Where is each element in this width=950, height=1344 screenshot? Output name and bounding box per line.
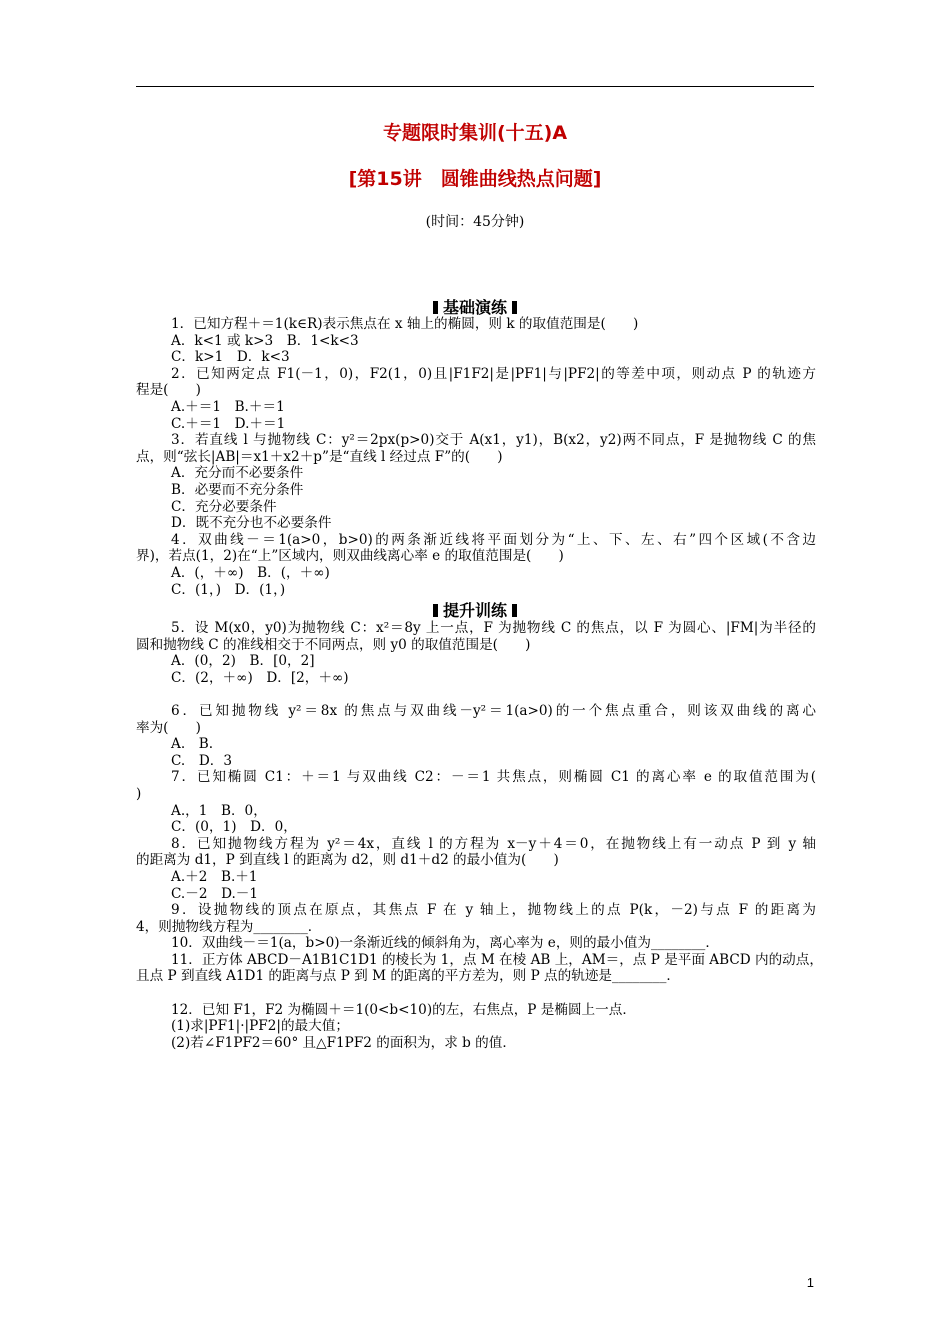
text-line: 1．已知方程＋＝1(k∈R)表示焦点在 x 轴上的椭圆，则 k 的取值范围是( ) [171, 316, 639, 332]
text-line: 的距离为 d1，P 到直线 l 的距离为 d2，则 d1＋d2 的最小值为( ) [136, 852, 559, 869]
text-line: A.＋＝1 B.＋＝1 [171, 398, 285, 415]
text-line: C．(0，1) D．0， [171, 819, 297, 836]
questions-basic [136, 316, 816, 598]
section-heading-basic [0, 298, 950, 318]
text-line: 2．已知两定点 F1(－1，0)，F2(1，0)且|F1F2|是|PF1|与|PF2|的等差中项，则动点 P 的轨迹方 [171, 365, 816, 382]
doc-title: 专题限时集训(十五)A [382, 122, 568, 144]
questions-advanced [136, 620, 823, 1051]
text-line: A．(，＋∞) B．(，＋∞) [171, 564, 330, 581]
text-line: 5．设 M(x0，y0)为抛物线 C：x²＝8y 上一点，F 为抛物线 C 的焦点，以 F 为圆心、|FM|为半径的 [171, 620, 816, 636]
text-line: C.＋＝1 D.＋＝1 [171, 415, 286, 432]
text-line: C．(2，＋∞) D．[2，＋∞) [171, 669, 349, 686]
text-line [136, 985, 816, 1002]
text-line: B．必要而不充分条件 [171, 481, 304, 498]
section-bar-icon [512, 604, 517, 617]
text-line: A.＋2 B.＋1 [171, 868, 258, 885]
text-line: A.，1 B．0， [171, 802, 267, 819]
text-line: C．k>1 D．k<3 [171, 349, 290, 366]
text-line: ) [136, 785, 142, 802]
text-line: A．k<1 或 k>3 B．1<k<3 [171, 332, 359, 349]
section-bar-icon [512, 301, 517, 314]
text-line: 点，则“弦长|AB|＝x1＋x2＋p”是“直线 l 经过点 F”的( ) [136, 448, 503, 465]
time-note: (时间：45分钟) [425, 214, 525, 230]
text-line: A．(0，2) B．[0，2] [171, 653, 315, 670]
text-line: (2)若∠F1PF2＝60° 且△F1PF2 的面积为，求 b 的值． [171, 1034, 516, 1051]
text-line: A. B. [171, 736, 214, 753]
header-rule [136, 86, 814, 87]
text-line: 3．若直线 l 与抛物线 C：y²＝2px(p>0)交于 A(x1，y1)，B(x2，y2)两不同点，F 是抛物线 C 的焦 [171, 432, 816, 449]
text-line [136, 686, 816, 703]
section-title: 提升训练 [442, 601, 507, 620]
text-line: 7．已知椭圆 C1：＋＝1 与双曲线 C2：－＝1 共焦点，则椭圆 C1 的离心率 e 的取值范围为( [171, 769, 816, 786]
text-line: C．(1，) D．(1，) [171, 581, 286, 598]
text-line: 8．已知抛物线方程为 y²＝4x，直线 l 的方程为 x－y＋4＝0，在抛物线上有一动点 P 到 y 轴 [171, 835, 816, 852]
page-number: 1 [806, 1275, 814, 1290]
text-line: C．充分必要条件 [171, 498, 277, 515]
text-line: (1)求|PF1|·|PF2|的最大值； [171, 1018, 349, 1035]
text-line: 程是( ) [136, 382, 201, 399]
text-line: A．充分而不必要条件 [171, 465, 304, 482]
section-bar-icon [433, 301, 438, 314]
text-line: D．既不充分也不必要条件 [171, 515, 332, 532]
section-title: 基础演练 [442, 298, 507, 317]
text-line: 9．设抛物线的顶点在原点，其焦点 F 在 y 轴上，抛物线上的点 P(k，－2)与点 F 的距离为 [171, 902, 816, 919]
text-line: 12．已知 F1，F2 为椭圆＋＝1(0<b<10)的左，右焦点，P 是椭圆上一点． [171, 1001, 636, 1018]
doc-subtitle: [第15讲 圆锥曲线热点问题] [348, 168, 602, 190]
section-bar-icon [433, 604, 438, 617]
text-line: 6．已知抛物线 y²＝8x 的焦点与双曲线－y²＝1(a>0)的一个焦点重合，则该双曲线的离心 [171, 702, 816, 719]
text-line: 11．正方体 ABCD－A1B1C1D1 的棱长为 1，点 M 在棱 AB 上，AM＝，点 P 是平面 ABCD 内的动点， [171, 951, 823, 968]
text-line: 率为( ) [136, 719, 201, 736]
text-line: 圆和抛物线 C 的准线相交于不同两点，则 y0 的取值范围是( ) [136, 636, 531, 653]
text-line: C.－2 D.－1 [171, 885, 259, 902]
text-line: 界)，若点(1，2)在“上”区域内，则双曲线离心率 e 的取值范围是( ) [136, 548, 564, 565]
text-line: 4．双曲线－＝1(a>0，b>0)的两条渐近线将平面划分为“上、下、左、右”四个区域(不含边 [171, 531, 816, 548]
text-line: C. D．3 [171, 752, 232, 769]
text-line: 且点 P 到直线 A1D1 的距离与点 P 到 M 的距离的平方差为，则 P 点的轨迹是________． [136, 968, 680, 985]
section-heading-advanced [0, 601, 950, 621]
text-line: 10．双曲线－＝1(a，b>0)一条渐近线的倾斜角为，离心率为 e，则的最小值为________． [171, 935, 719, 952]
text-line: 4，则抛物线方程为________． [136, 918, 322, 935]
